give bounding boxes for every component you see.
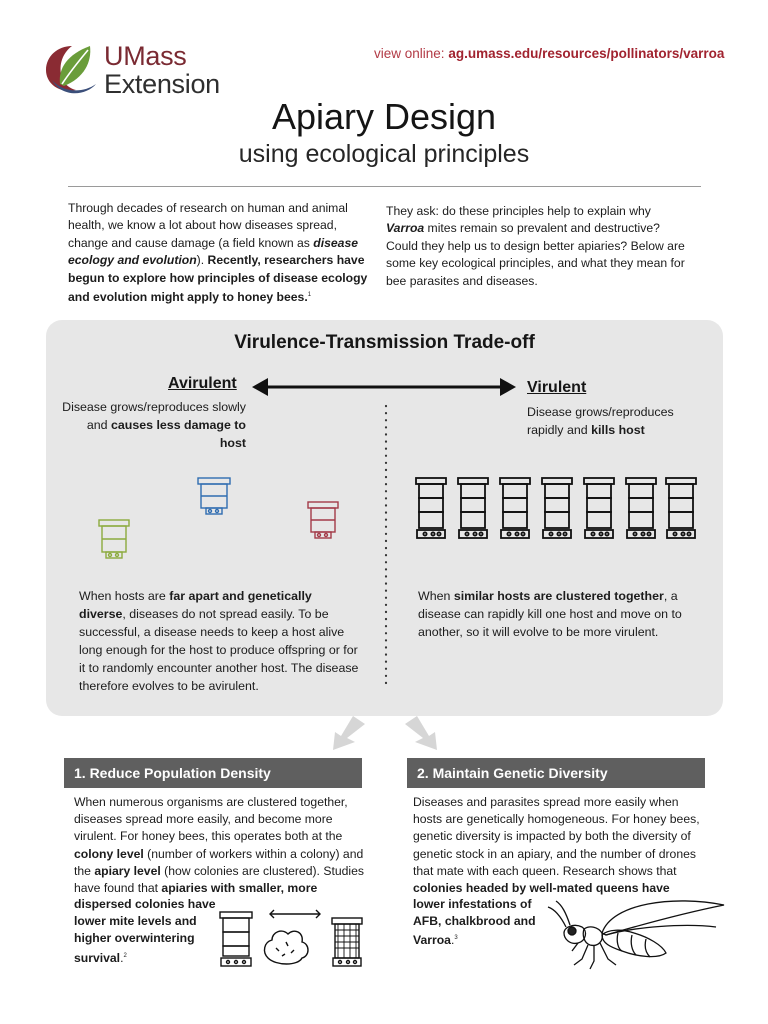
- intro-left-paragraph: [68, 200, 368, 307]
- section1-bold-continued: dispersed colonies have lower mite levels and higher overwintering survival: [74, 897, 216, 965]
- hive-icon: [666, 478, 696, 538]
- avirulent-explanation: [79, 587, 359, 695]
- hive-icon: [416, 478, 446, 538]
- section2-paragraph: [413, 794, 709, 897]
- intro-left-text-2: ).: [196, 253, 208, 268]
- section1-bold-colony: colony level: [74, 846, 144, 861]
- intro-left-emphasis: disease ecology and evolution: [68, 235, 359, 268]
- section1-finding-continued: [74, 896, 224, 967]
- umass-extension-logo-icon: [42, 40, 102, 98]
- virulent-note-text-2: , a disease can rapidly kill one host and move on to another, so it will evolve to be more virulent.: [418, 589, 682, 639]
- intro-right-text-2: mites remain so prevalent and destructive? Could they help us to design better apiaries? Below are some key ecological principles, and what they mean for bee parasites and diseases.: [386, 221, 685, 288]
- hive-icon: [542, 478, 572, 538]
- intro-left-ref: 1: [307, 292, 312, 299]
- honey-bee-icon: [544, 893, 734, 973]
- section2-bold-continued: lower infestations of AFB, chalkbrood and Varroa: [413, 897, 536, 948]
- view-online-link[interactable]: [374, 46, 724, 61]
- section1-end: .: [120, 950, 124, 965]
- section1-bold-apiary: apiary level: [94, 863, 161, 878]
- section1-header: 1. Reduce Population Density: [64, 758, 362, 788]
- header-divider: [68, 186, 701, 187]
- page-subtitle: using ecological principles: [238, 140, 530, 168]
- avirulent-desc-text: Disease grows/reproduces slowly and: [62, 400, 246, 432]
- virulent-explanation: [418, 587, 703, 641]
- intro-right-emphasis: Varroa: [386, 221, 425, 236]
- section1-text-2: (number of workers within a colony) and the: [74, 846, 364, 878]
- clustered-hives-illustration: [412, 474, 702, 546]
- intro-left-text: Through decades of research on human and animal health, we know a lot about how diseases spread, change and cause damage (a field known as: [68, 201, 348, 250]
- virulent-note-text: When: [418, 589, 454, 603]
- virulent-description: [527, 403, 707, 439]
- sparse-hives-illustration: [90, 468, 370, 564]
- view-online-url[interactable]: ag.umass.edu/resources/pollinators/varroa: [448, 46, 725, 61]
- page-title: Apiary Design: [271, 96, 497, 137]
- virulent-desc-bold: kills host: [591, 423, 645, 437]
- intro-left-bold: Recently, researchers have begun to explore how principles of disease ecology and evolution might apply to honey bees.: [68, 253, 368, 305]
- hive-icon: [584, 478, 614, 538]
- logo-line1: UMass: [104, 41, 187, 71]
- intro-right-paragraph: [386, 203, 686, 290]
- hive-icon: [500, 478, 530, 538]
- green-hive-icon: [99, 520, 129, 558]
- section1-text: When numerous organisms are clustered together, diseases spread more easily, and become more virulent. For honey bees, this operates both at the: [74, 795, 348, 844]
- view-online-prefix: view online:: [374, 46, 445, 61]
- section2-header: 2. Maintain Genetic Diversity: [407, 758, 705, 788]
- section1-text-3: (how colonies are clustered). Studies have found that: [74, 863, 364, 896]
- virulent-desc-text: Disease grows/reproduces rapidly and: [527, 405, 674, 437]
- avirulent-note-bold: far apart and genetically diverse: [79, 589, 312, 621]
- section1-bold-finding: apiaries with smaller, more: [161, 881, 318, 896]
- red-hive-icon: [308, 502, 338, 538]
- double-arrow-icon: [252, 376, 516, 398]
- section2-text: Diseases and parasites spread more easily when hosts are genetically homogeneous. For honey bees, genetic diversity is impacted by both the diversity of genetic stock in an apiary, and the number of drones that mate with each queen. Research shows that: [413, 795, 700, 878]
- hive-size-comparison-illustration: [216, 900, 366, 972]
- blue-hive-icon: [198, 478, 230, 514]
- section1-ref: 2: [123, 952, 127, 959]
- virulent-note-bold: similar hosts are clustered together: [453, 589, 664, 603]
- down-arrows-icon: [325, 712, 450, 752]
- hive-icon: [626, 478, 656, 538]
- tradeoff-title: Virulence-Transmission Trade-off: [234, 332, 535, 353]
- dotted-divider: [384, 404, 388, 690]
- avirulent-heading: Avirulent: [168, 375, 237, 392]
- logo-line2: Extension: [104, 69, 220, 99]
- avirulent-note-text: When hosts are: [79, 589, 170, 603]
- section2-ref: 3: [454, 935, 458, 942]
- avirulent-desc-bold: causes less damage to host: [111, 418, 246, 450]
- logo-wordmark: [104, 42, 220, 98]
- section2-finding-continued: [413, 896, 543, 950]
- avirulent-note-text-2: , diseases do not spread easily. To be successful, a disease needs to keep a host alive long enough for the host to produce offspring or for it to randomly encounter another host. The disease therefore evolves to be avirulent.: [79, 607, 359, 693]
- section2-end: .: [450, 933, 455, 948]
- intro-right-text: They ask: do these principles help to explain why: [386, 204, 651, 218]
- section2-bold-finding: colonies headed by well-mated queens have: [413, 881, 670, 896]
- virulent-heading: Virulent: [527, 379, 587, 396]
- hive-icon: [458, 478, 488, 538]
- avirulent-description: [60, 398, 246, 452]
- section1-paragraph: [74, 794, 366, 897]
